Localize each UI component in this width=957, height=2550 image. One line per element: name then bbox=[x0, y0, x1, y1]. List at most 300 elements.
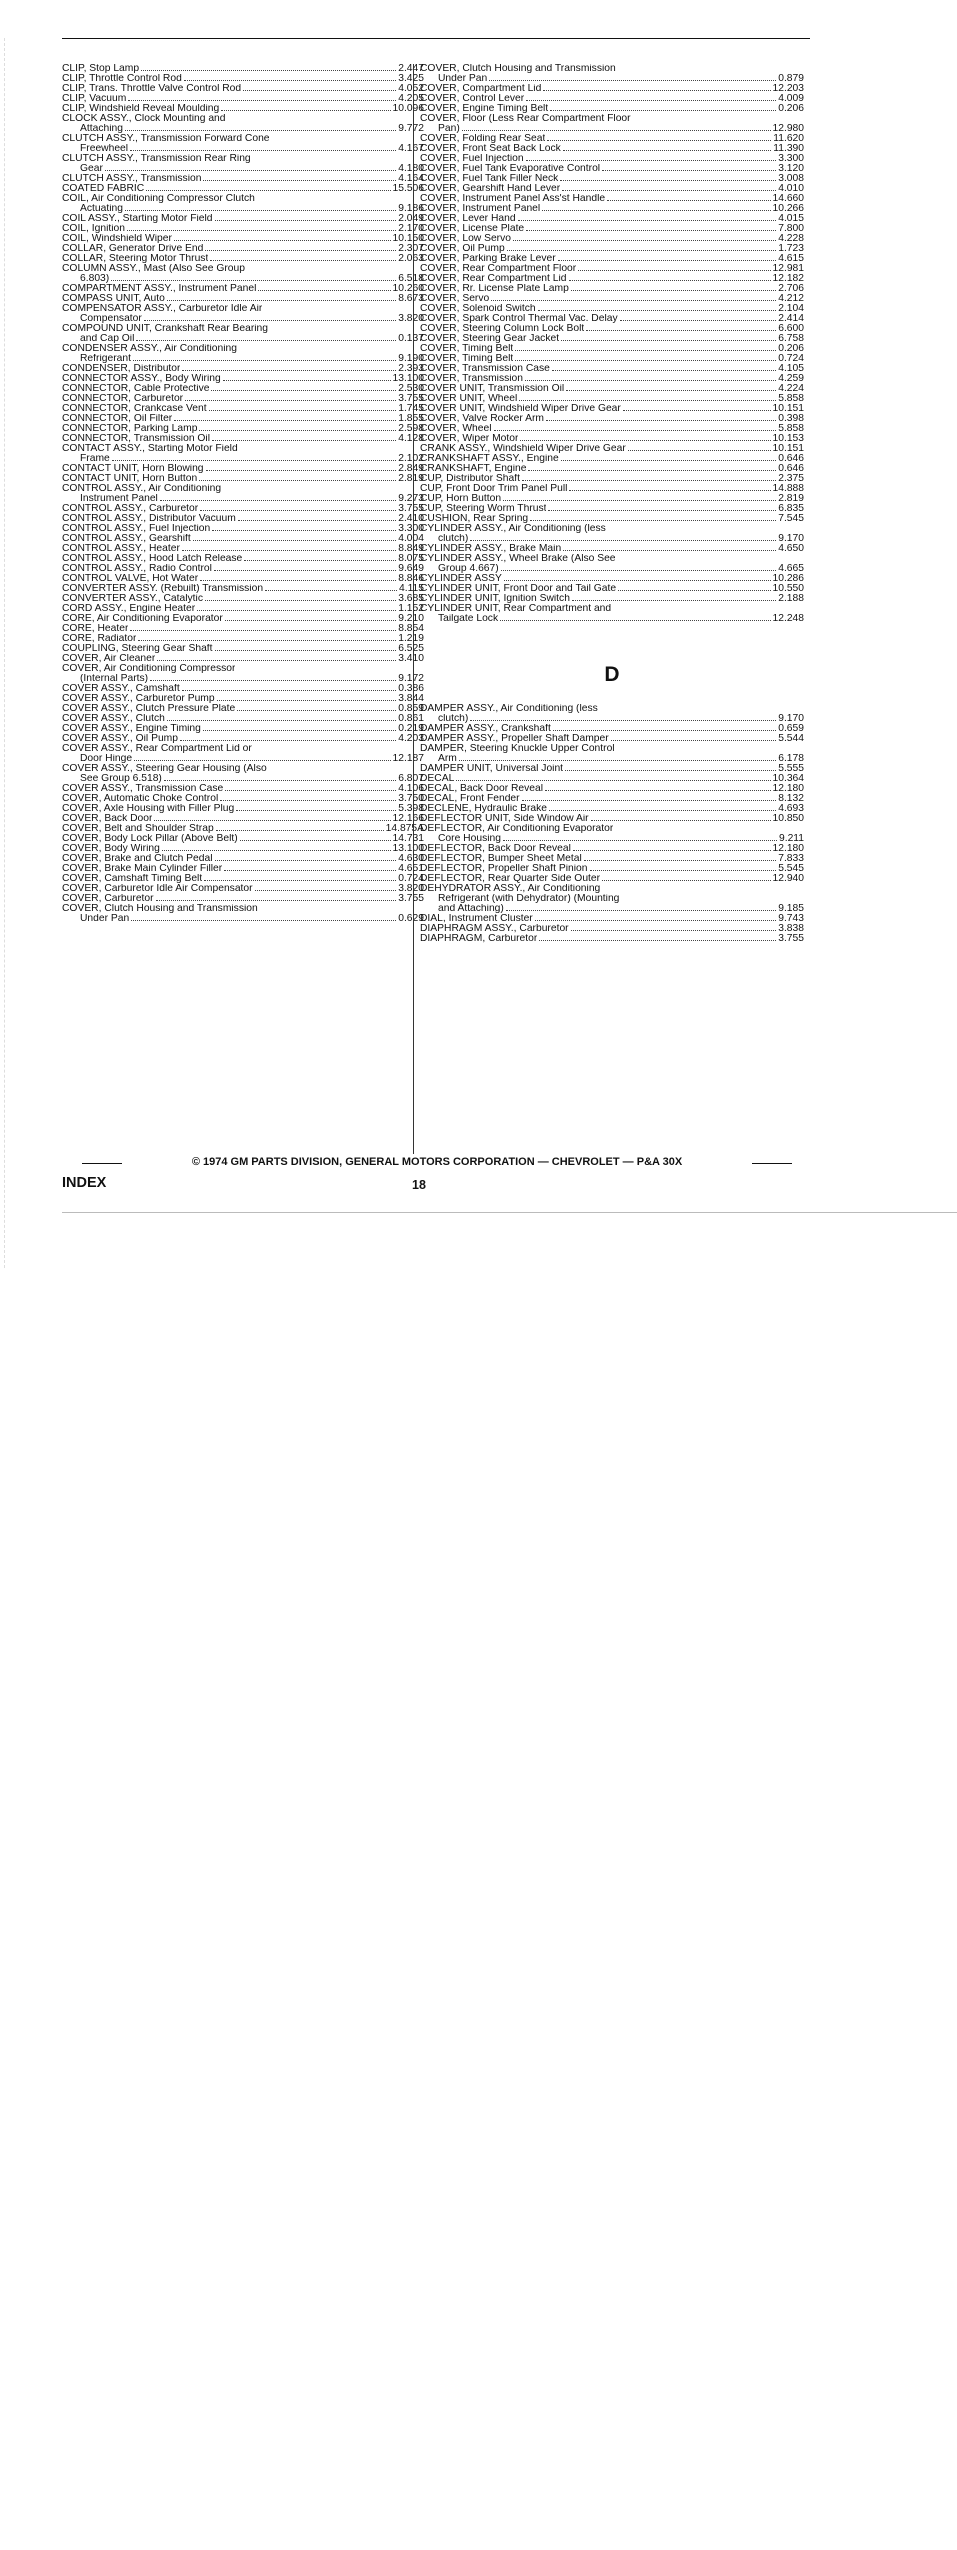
entry-text: COVER, Rr. License Plate Lamp bbox=[420, 284, 569, 294]
index-entry bbox=[420, 134, 804, 144]
index-entry bbox=[62, 164, 424, 174]
index-entry bbox=[420, 914, 804, 924]
index-entry bbox=[62, 234, 424, 244]
dot-leader bbox=[258, 289, 390, 291]
entry-text: COIL, Windshield Wiper bbox=[62, 234, 172, 244]
group-number: 8.673 bbox=[398, 293, 424, 304]
dot-leader bbox=[203, 729, 396, 731]
entry-text: COVER, Carburetor Idle Air Compensator bbox=[62, 884, 253, 894]
group-number: 10.153 bbox=[772, 433, 804, 444]
entry-text: CONNECTOR, Transmission Oil bbox=[62, 434, 210, 444]
dot-leader bbox=[526, 229, 776, 231]
entry-text: COVER, Rear Compartment Lid bbox=[420, 274, 567, 284]
dot-leader bbox=[542, 209, 770, 211]
index-entry bbox=[62, 174, 424, 184]
entry-text: Core Housing bbox=[438, 834, 501, 844]
entry-text: COVER, Air Conditioning Compressor bbox=[62, 664, 236, 674]
group-number: 2.063 bbox=[398, 253, 424, 264]
entry-text: COATED FABRIC bbox=[62, 184, 145, 194]
entry-text: CONTROL ASSY., Air Conditioning bbox=[62, 484, 222, 494]
group-number: 6.518 bbox=[398, 273, 424, 284]
entry-text: COVER, Timing Belt bbox=[420, 354, 514, 364]
index-entry bbox=[420, 204, 804, 214]
dot-leader bbox=[210, 259, 396, 261]
dot-leader bbox=[563, 149, 771, 151]
index-entry bbox=[62, 534, 424, 544]
entry-text: CRANK ASSY., Windshield Wiper Drive Gear bbox=[420, 444, 626, 454]
group-number: 13.100 bbox=[392, 843, 424, 854]
dot-leader bbox=[125, 209, 396, 211]
group-number: 5.545 bbox=[778, 863, 804, 874]
index-entry bbox=[420, 114, 804, 124]
dot-leader bbox=[128, 99, 396, 101]
entry-text: CLIP, Vacuum bbox=[62, 94, 127, 104]
entry-text: COVER ASSY., Clutch bbox=[62, 714, 165, 724]
entry-text: (Internal Parts) bbox=[80, 674, 149, 684]
group-number: 2.102 bbox=[398, 453, 424, 464]
group-number: 10.550 bbox=[772, 583, 804, 594]
group-number: 9.743 bbox=[778, 913, 804, 924]
dot-leader bbox=[543, 89, 770, 91]
entry-text: COVER, Lever Hand bbox=[420, 214, 516, 224]
index-entry bbox=[62, 264, 424, 274]
index-entry bbox=[62, 294, 424, 304]
dot-leader bbox=[548, 509, 776, 511]
index-entry bbox=[62, 704, 424, 714]
index-entry bbox=[62, 694, 424, 704]
group-number: 2.447 bbox=[398, 63, 424, 74]
dot-leader bbox=[216, 829, 384, 831]
group-number: 14.888 bbox=[772, 483, 804, 494]
dot-leader bbox=[539, 939, 776, 941]
index-entry bbox=[62, 734, 424, 744]
entry-text: DEHYDRATOR ASSY., Air Conditioning bbox=[420, 884, 601, 894]
index-entry bbox=[420, 254, 804, 264]
footer-rule-left bbox=[82, 1163, 122, 1164]
index-entry bbox=[420, 144, 804, 154]
dot-leader bbox=[561, 459, 777, 461]
index-entry bbox=[62, 564, 424, 574]
entry-text: CRANKSHAFT, Engine bbox=[420, 464, 527, 474]
group-number: 3.425 bbox=[398, 73, 424, 84]
entry-text: CORE, Heater bbox=[62, 624, 129, 634]
entry-text: CONNECTOR, Parking Lamp bbox=[62, 424, 198, 434]
entry-text: COVER ASSY., Clutch Pressure Plate bbox=[62, 704, 236, 714]
entry-text: CUP, Horn Button bbox=[420, 494, 502, 504]
index-entry bbox=[62, 114, 424, 124]
group-number: 13.100 bbox=[392, 373, 424, 384]
group-number: 6.525 bbox=[398, 643, 424, 654]
dot-leader bbox=[217, 699, 397, 701]
entry-text: Door Hinge bbox=[80, 754, 133, 764]
entry-text: COVER, Steering Gear Jacket bbox=[420, 334, 560, 344]
index-entry bbox=[420, 794, 804, 804]
dot-leader bbox=[146, 189, 390, 191]
entry-text: and Attaching) bbox=[438, 904, 504, 914]
index-entry bbox=[420, 404, 804, 414]
index-entry bbox=[62, 154, 424, 164]
dot-leader bbox=[550, 109, 776, 111]
group-number: 5.555 bbox=[778, 763, 804, 774]
dot-leader bbox=[127, 229, 396, 231]
copyright-line: © 1974 GM PARTS DIVISION, GENERAL MOTORS CORPORATION — CHEVROLET — P&A 30X bbox=[191, 1156, 683, 1168]
group-number: 0.646 bbox=[778, 463, 804, 474]
group-number: 4.167 bbox=[398, 143, 424, 154]
dot-leader bbox=[535, 919, 776, 921]
index-entry bbox=[420, 384, 804, 394]
index-entry bbox=[62, 614, 424, 624]
entry-text: COVER, Axle Housing with Filler Plug bbox=[62, 804, 235, 814]
dot-leader bbox=[526, 159, 777, 161]
index-entry bbox=[420, 924, 804, 934]
group-number: 12.981 bbox=[772, 263, 804, 274]
index-entry bbox=[420, 554, 804, 564]
dot-leader bbox=[607, 199, 770, 201]
entry-text: CONTROL ASSY., Hood Latch Release bbox=[62, 554, 243, 564]
dot-leader bbox=[141, 69, 396, 71]
dot-leader bbox=[586, 329, 776, 331]
entry-text: Compensator bbox=[80, 314, 142, 324]
entry-text: DAMPER UNIT, Universal Joint bbox=[420, 764, 564, 774]
entry-text: COVER, Transmission bbox=[420, 374, 523, 384]
group-number: 4.212 bbox=[778, 293, 804, 304]
group-number: 9.170 bbox=[778, 533, 804, 544]
dot-leader bbox=[154, 819, 390, 821]
index-entry bbox=[420, 74, 804, 84]
entry-text: COIL, Ignition bbox=[62, 224, 125, 234]
group-number: 4.228 bbox=[778, 233, 804, 244]
entry-text: CLUTCH ASSY., Transmission Forward Cone bbox=[62, 134, 270, 144]
entry-text: CYLINDER UNIT, Rear Compartment and bbox=[420, 604, 612, 614]
group-number: 4.615 bbox=[778, 253, 804, 264]
group-number: 4.224 bbox=[778, 383, 804, 394]
group-number: 9.211 bbox=[778, 833, 804, 844]
index-entry bbox=[420, 364, 804, 374]
entry-text: CLIP, Stop Lamp bbox=[62, 64, 140, 74]
index-entry bbox=[62, 414, 424, 424]
group-number: 4.665 bbox=[778, 563, 804, 574]
index-entry bbox=[420, 354, 804, 364]
entry-text: DAMPER ASSY., Air Conditioning (less bbox=[420, 704, 598, 714]
entry-text: DECAL, Front Fender bbox=[420, 794, 520, 804]
group-number: 10.286 bbox=[772, 573, 804, 584]
dot-leader bbox=[522, 799, 777, 801]
index-entry bbox=[420, 934, 804, 944]
dot-leader bbox=[214, 569, 396, 571]
group-number: 12.940 bbox=[772, 873, 804, 884]
index-entry bbox=[62, 184, 424, 194]
group-number: 10.364 bbox=[772, 773, 804, 784]
entry-text: CYLINDER ASSY., Wheel Brake (Also See bbox=[420, 554, 616, 564]
entry-text: CONVERTER ASSY., Catalytic bbox=[62, 594, 203, 604]
index-entry bbox=[420, 574, 804, 584]
index-entry bbox=[62, 844, 424, 854]
dot-leader bbox=[590, 869, 777, 871]
entry-text: COVER ASSY., Rear Compartment Lid or bbox=[62, 744, 252, 754]
group-number: 2.530 bbox=[398, 383, 424, 394]
dot-leader bbox=[130, 149, 396, 151]
index-entry bbox=[62, 404, 424, 414]
index-entry bbox=[62, 434, 424, 444]
entry-text: COVER, Air Cleaner bbox=[62, 654, 156, 664]
dot-leader bbox=[571, 929, 777, 931]
entry-text: CONDENSER, Distributor bbox=[62, 364, 181, 374]
group-number: 2.414 bbox=[778, 313, 804, 324]
index-entry bbox=[62, 914, 424, 924]
index-entry bbox=[420, 734, 804, 744]
dot-leader bbox=[520, 439, 770, 441]
index-entry bbox=[420, 124, 804, 134]
index-entry bbox=[62, 504, 424, 514]
index-entry bbox=[420, 884, 804, 894]
index-entry bbox=[420, 464, 804, 474]
dot-leader bbox=[566, 389, 776, 391]
dot-leader bbox=[205, 249, 396, 251]
entry-text: COIL, Air Conditioning Compressor Clutch bbox=[62, 194, 255, 204]
entry-text: COMPOUND UNIT, Crankshaft Rear Bearing bbox=[62, 324, 268, 334]
page-edge-mark bbox=[4, 38, 6, 1268]
dot-leader bbox=[131, 919, 396, 921]
entry-text: CONTROL ASSY., Heater bbox=[62, 544, 180, 554]
entry-text: CONTACT UNIT, Horn Button bbox=[62, 474, 198, 484]
index-entry bbox=[62, 664, 424, 674]
entry-text: CLIP, Windshield Reveal Moulding bbox=[62, 104, 220, 114]
dot-leader bbox=[522, 479, 776, 481]
index-entry bbox=[62, 804, 424, 814]
dot-leader bbox=[494, 429, 777, 431]
entry-text: Refrigerant bbox=[80, 354, 131, 364]
entry-text: DIAPHRAGM ASSY., Carburetor bbox=[420, 924, 569, 934]
index-entry bbox=[62, 464, 424, 474]
index-entry bbox=[62, 384, 424, 394]
entry-text: CYLINDER ASSY., Air Conditioning (less bbox=[420, 524, 606, 534]
group-number: 6.835 bbox=[778, 503, 804, 514]
dot-leader bbox=[591, 819, 771, 821]
group-number: 2.819 bbox=[778, 493, 804, 504]
dot-leader bbox=[265, 589, 397, 591]
group-number: 11.620 bbox=[773, 133, 804, 144]
index-entry bbox=[420, 584, 804, 594]
index-entry bbox=[62, 834, 424, 844]
index-entry bbox=[420, 844, 804, 854]
entry-text: COVER, Camshaft Timing Belt bbox=[62, 874, 203, 884]
index-entry bbox=[420, 474, 804, 484]
entry-text: COMPASS UNIT, Auto bbox=[62, 294, 165, 304]
dot-leader bbox=[193, 539, 396, 541]
entry-text: DEFLECTOR UNIT, Side Window Air bbox=[420, 814, 589, 824]
dot-leader bbox=[224, 869, 396, 871]
entry-text: CONNECTOR, Crankcase Vent bbox=[62, 404, 207, 414]
entry-text: COVER, Clutch Housing and Transmission bbox=[62, 904, 258, 914]
entry-text: COVER, Control Lever bbox=[420, 94, 525, 104]
dot-leader bbox=[136, 339, 396, 341]
group-number: 2.598 bbox=[398, 423, 424, 434]
index-entry bbox=[62, 354, 424, 364]
dot-leader bbox=[144, 319, 396, 321]
entry-text: Refrigerant (with Dehydrator) (Mounting bbox=[438, 894, 620, 904]
index-entry bbox=[62, 744, 424, 754]
index-entry bbox=[420, 564, 804, 574]
index-entry bbox=[420, 154, 804, 164]
group-number: 10.096 bbox=[392, 103, 424, 114]
index-entry bbox=[62, 854, 424, 864]
group-number: 10.150 bbox=[392, 233, 424, 244]
entry-text: CUP, Distributor Shaft bbox=[420, 474, 520, 484]
index-entry bbox=[420, 784, 804, 794]
group-number: 3.755 bbox=[398, 503, 424, 514]
dot-leader bbox=[563, 549, 776, 551]
group-number: 2.393 bbox=[398, 363, 424, 374]
dot-leader bbox=[546, 419, 776, 421]
index-entry bbox=[420, 284, 804, 294]
index-entry bbox=[62, 604, 424, 614]
index-entry bbox=[420, 454, 804, 464]
group-number: 0.219 bbox=[398, 723, 424, 734]
index-entry bbox=[420, 234, 804, 244]
dot-leader bbox=[515, 359, 776, 361]
index-entry bbox=[62, 104, 424, 114]
dot-leader bbox=[545, 789, 770, 791]
dot-leader bbox=[506, 909, 776, 911]
index-column-right bbox=[420, 64, 804, 944]
group-number: 2.170 bbox=[398, 223, 424, 234]
entry-text: CONNECTOR, Oil Filter bbox=[62, 414, 173, 424]
entry-text: 6.803) bbox=[80, 274, 110, 284]
index-entry bbox=[62, 244, 424, 254]
group-number: 3.755 bbox=[778, 933, 804, 944]
dot-leader bbox=[223, 379, 391, 381]
dot-leader bbox=[238, 519, 396, 521]
group-number: 4.106 bbox=[398, 783, 424, 794]
group-number: 9.185 bbox=[778, 903, 804, 914]
index-entry bbox=[420, 424, 804, 434]
group-number: 8.846 bbox=[398, 573, 424, 584]
index-page bbox=[62, 38, 810, 1238]
group-number: 4.650 bbox=[778, 543, 804, 554]
index-entry bbox=[420, 724, 804, 734]
entry-text: COLLAR, Steering Motor Thrust bbox=[62, 254, 209, 264]
dot-leader bbox=[209, 409, 397, 411]
entry-text: CONNECTOR, Carburetor bbox=[62, 394, 184, 404]
entry-text: CORE, Radiator bbox=[62, 634, 137, 644]
dot-leader bbox=[489, 79, 776, 81]
dot-leader bbox=[125, 129, 396, 131]
dot-leader bbox=[111, 279, 396, 281]
entry-text: DEFLECTOR, Bumper Sheet Metal bbox=[420, 854, 582, 864]
dot-leader bbox=[569, 279, 771, 281]
index-entry bbox=[420, 374, 804, 384]
index-entry bbox=[62, 344, 424, 354]
group-number: 10.260 bbox=[392, 283, 424, 294]
index-entry bbox=[420, 504, 804, 514]
index-entry bbox=[62, 214, 424, 224]
dot-leader bbox=[225, 789, 396, 791]
entry-text: COVER, Spark Control Thermal Vac. Delay bbox=[420, 314, 618, 324]
footer-rule-right bbox=[752, 1163, 792, 1164]
index-entry bbox=[420, 84, 804, 94]
dot-leader bbox=[167, 299, 396, 301]
group-number: 12.180 bbox=[772, 783, 804, 794]
index-entry bbox=[62, 364, 424, 374]
group-number: 2.049 bbox=[398, 213, 424, 224]
entry-text: COVER, Low Servo bbox=[420, 234, 511, 244]
dot-leader bbox=[500, 619, 770, 621]
dot-leader bbox=[525, 379, 776, 381]
index-entry bbox=[420, 334, 804, 344]
group-number: 10.151 bbox=[772, 443, 804, 454]
group-number: 9.649 bbox=[398, 563, 424, 574]
index-entry bbox=[62, 784, 424, 794]
index-entry bbox=[62, 594, 424, 604]
entry-text: COVER, Belt and Shoulder Strap bbox=[62, 824, 214, 834]
index-entry bbox=[420, 894, 804, 904]
group-number: 12.180 bbox=[772, 843, 804, 854]
entry-text: CONDENSER ASSY., Air Conditioning bbox=[62, 344, 237, 354]
index-entry bbox=[62, 394, 424, 404]
group-number: 4.105 bbox=[778, 363, 804, 374]
entry-text: Instrument Panel bbox=[80, 494, 158, 504]
index-entry bbox=[420, 484, 804, 494]
entry-text: CYLINDER UNIT, Ignition Switch bbox=[420, 594, 570, 604]
group-number: 3.820 bbox=[398, 313, 424, 324]
group-number: 9.170 bbox=[778, 713, 804, 724]
group-number: 4.009 bbox=[778, 93, 804, 104]
group-number: 0.206 bbox=[778, 103, 804, 114]
index-entry bbox=[420, 904, 804, 914]
entry-text: COVER, Front Seat Back Lock bbox=[420, 144, 561, 154]
entry-text: COVER, Wiper Motor bbox=[420, 434, 519, 444]
dot-leader bbox=[150, 679, 396, 681]
group-number: 1.152 bbox=[398, 603, 424, 614]
dot-leader bbox=[174, 419, 396, 421]
dot-leader bbox=[182, 369, 396, 371]
entry-text: COVER, Parking Brake Lever bbox=[420, 254, 556, 264]
index-entry bbox=[62, 754, 424, 764]
dot-leader bbox=[182, 549, 396, 551]
index-entry bbox=[420, 224, 804, 234]
group-number: 6.758 bbox=[778, 333, 804, 344]
group-number: 14.731 bbox=[392, 833, 424, 844]
entry-text: CONNECTOR ASSY., Body Wiring bbox=[62, 374, 221, 384]
index-entry bbox=[420, 194, 804, 204]
group-number: 1.745 bbox=[398, 403, 424, 414]
entry-text: CUSHION, Rear Spring bbox=[420, 514, 529, 524]
group-number: 2.307 bbox=[398, 243, 424, 254]
index-entry bbox=[62, 334, 424, 344]
index-entry bbox=[420, 704, 804, 714]
dot-leader bbox=[200, 509, 396, 511]
index-entry bbox=[420, 774, 804, 784]
dot-leader bbox=[526, 99, 776, 101]
index-entry bbox=[420, 214, 804, 224]
index-entry bbox=[62, 824, 424, 834]
index-entry bbox=[62, 724, 424, 734]
dot-leader bbox=[611, 739, 777, 741]
group-number: 8.854 bbox=[398, 623, 424, 634]
entry-text: Freewheel bbox=[80, 144, 129, 154]
group-number: 3.008 bbox=[778, 173, 804, 184]
dot-leader bbox=[470, 539, 776, 541]
dot-leader bbox=[215, 859, 397, 861]
index-entry bbox=[62, 284, 424, 294]
entry-text: CUP, Front Door Trim Panel Pull bbox=[420, 484, 568, 494]
index-entry bbox=[420, 444, 804, 454]
group-number: 12.187 bbox=[392, 753, 424, 764]
group-number: 2.410 bbox=[398, 513, 424, 524]
entry-text: DECAL bbox=[420, 774, 455, 784]
group-number: 14.660 bbox=[772, 193, 804, 204]
entry-text: DAMPER, Steering Knuckle Upper Control bbox=[420, 744, 615, 754]
